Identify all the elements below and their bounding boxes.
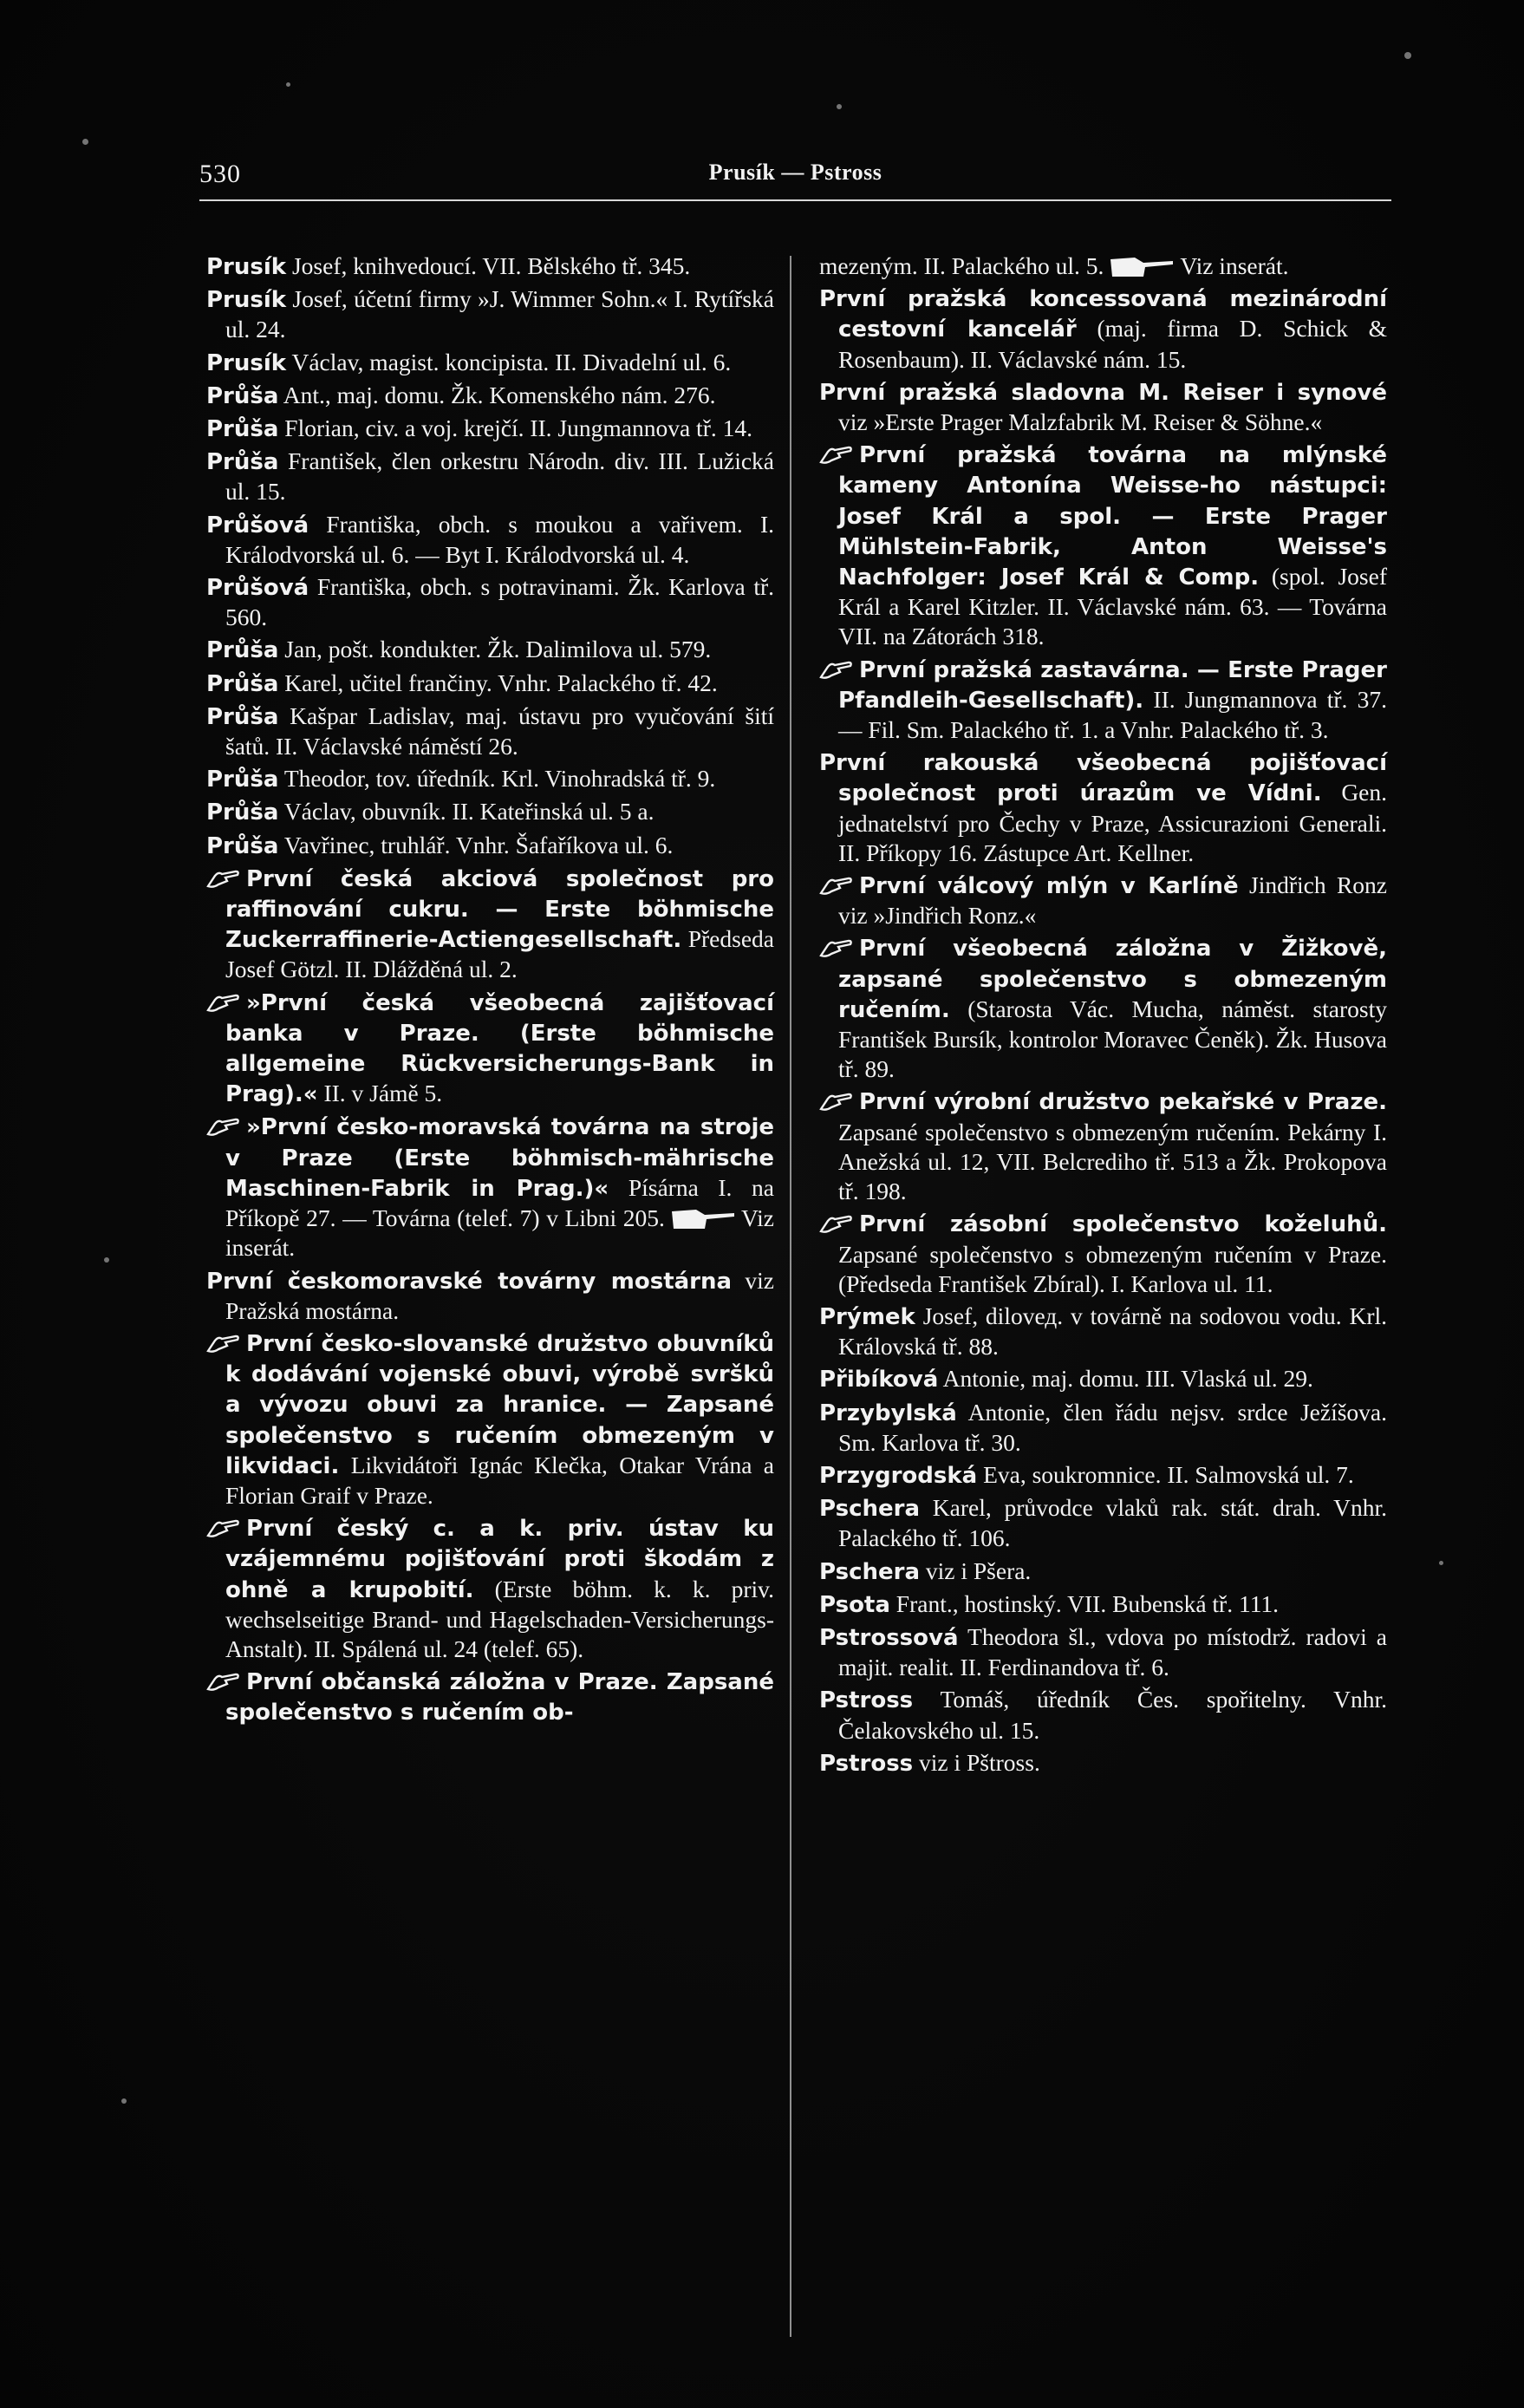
entry-name: »První česko-moravská továrna na stroje v Praze (Erste böhmisch-mährische Maschinen-Fabrik in Prag.)« — [225, 1114, 774, 1202]
entry-name: Pschera — [819, 1496, 920, 1523]
directory-entry — [206, 348, 774, 378]
entry-text: viz »Erste Prager Malzfabrik M. Reiser & Söhne.« — [838, 408, 1323, 436]
manicule-fist-icon — [1109, 256, 1175, 278]
dust-speck — [1439, 1561, 1443, 1565]
directory-entry — [819, 1209, 1387, 1299]
entry-name: První pražská koncessovaná mezinárodní cestovní kancelář — [819, 286, 1387, 343]
pointing-hand-icon — [206, 1117, 241, 1138]
entry-text: Jindřich Ronz viz »Jindřich Ronz.« — [838, 871, 1387, 930]
entry-text: Josef, knihvedoucí. VII. Bělského tř. 345. — [291, 252, 691, 279]
entry-name: Prusík — [206, 287, 287, 314]
entry-name: První česká akciová společnost pro raffinování cukru. — Erste böhmische Zuckerraffinerie-Actiengesellschaft. — [225, 865, 774, 954]
directory-entry — [206, 764, 774, 794]
entry-name: První válcový mlýn v Karlíně — [859, 873, 1239, 900]
directory-entry — [819, 377, 1387, 437]
directory-entry — [206, 251, 774, 282]
entry-text: II. Jungmannova tř. 37. — Fil. Sm. Palackého tř. 1. a Vnhr. Palackého tř. 3. — [838, 685, 1388, 744]
directory-entry — [819, 1364, 1387, 1394]
entry-name: První pražská sladovna M. Reiser i synové — [819, 379, 1387, 406]
entry-text: (Erste böhm. k. k. priv. wechselseitige Brand- und Hagelschaden-Versicherungs-Anstalt). II. Spálená ul. 24 (telef. 65). — [225, 1575, 774, 1662]
entry-text: Tomáš, úředník Čes. spořitelny. Vnhr. Čelakovského ul. 15. — [838, 1686, 1387, 1744]
pointing-hand-icon — [819, 445, 854, 466]
directory-entry — [819, 655, 1387, 746]
entry-name: »První česká všeobecná zajišťovací banka v Praze. (Erste böhmische allgemeine Rückversicherungs-Bank in Prag).« — [225, 989, 774, 1108]
directory-entry — [819, 1622, 1387, 1682]
entry-name: Pstross — [819, 1750, 914, 1777]
entry-text: Florian, civ. a voj. krejčí. II. Jungmannova tř. 14. — [284, 414, 752, 442]
right-column — [819, 251, 1387, 1781]
directory-entry — [206, 1328, 774, 1511]
page-header — [199, 156, 1391, 201]
entry-text: viz Pražská mostárna. — [225, 1266, 774, 1324]
directory-entry — [206, 988, 774, 1110]
entry-text: Gen. jednatelství pro Čechy v Praze, Assicurazioni Generali. II. Příkopy 16. Zástupce Art. Kellner. — [838, 779, 1388, 866]
directory-entry — [819, 1556, 1387, 1587]
directory-entry — [819, 440, 1387, 651]
directory-entry — [206, 572, 774, 632]
pointing-hand-icon — [819, 660, 854, 681]
entry-name: Průša — [206, 416, 279, 443]
entry-text: Antonie, člen řádu nejsv. srdce Ježíšova. Sm. Karlova tř. 30. — [838, 1398, 1387, 1456]
pointing-hand-icon — [206, 869, 241, 890]
entry-text: Josef, dilovед. v továrně na sodovou vodu. Krl. Královská tř. 88. — [838, 1302, 1387, 1361]
entry-text: Zapsané společenstvo s obmezeným ručením v Praze. (Předseda František Zbíral). I. Karlova ul. 11. — [838, 1240, 1387, 1297]
directory-entry — [819, 1493, 1387, 1553]
running-head: Prusík — Pstross — [708, 160, 882, 185]
entry-text: Theodora šl., vdova po místodrž. radovi a majit. realit. II. Ferdinandova tř. 6. — [838, 1622, 1387, 1681]
entry-name: Pstrossová — [819, 1624, 959, 1651]
directory-entry — [206, 447, 774, 506]
page-number: 530 — [199, 160, 241, 188]
entry-text: Ant., maj. domu. Žk. Komenského nám. 276. — [283, 381, 716, 408]
directory-entry — [819, 284, 1387, 375]
entry-text: Písárna I. na Příkopě 27. — Továrna (telef. 7) v Libni 205. — [225, 1173, 774, 1232]
entry-text: Václav, magist. koncipista. II. Divadelní ul. 6. — [291, 348, 732, 375]
entry-name: První pražská zastavárna. — Erste Prager Pfandleih-Gesellschaft). — [838, 656, 1387, 714]
left-column — [206, 251, 774, 1731]
entry-reference: Viz inserát. — [225, 1204, 774, 1262]
entry-text: viz i Pšera. — [925, 1556, 1032, 1584]
directory-entry — [206, 702, 774, 761]
directory-entry — [206, 635, 774, 665]
entry-name: Přibíková — [819, 1367, 939, 1393]
pointing-hand-icon — [819, 876, 854, 897]
entry-reference: Viz inserát. — [1180, 252, 1289, 279]
dust-speck — [837, 104, 842, 109]
entry-text: Eva, soukromnice. II. Salmovská ul. 7. — [983, 1460, 1354, 1488]
entry-text: Zapsané společenstvo s obmezeným ručením. Pekárny I. Anežská ul. 12, VII. Belcrediho tř. 513 a Žk. Prokopova tř. 198. — [838, 1118, 1387, 1205]
manicule-fist-icon — [670, 1208, 736, 1230]
pointing-hand-icon — [819, 1092, 854, 1113]
directory-entry — [206, 414, 774, 444]
directory-entry — [819, 1398, 1387, 1458]
dust-speck — [286, 82, 290, 87]
pointing-hand-icon — [819, 938, 854, 959]
directory-entry — [819, 747, 1387, 868]
pointing-hand-icon — [206, 1672, 241, 1693]
entry-text: Kašpar Ladislav, maj. ústavu pro vyučování šití šatů. II. Václavské náměstí 26. — [225, 702, 775, 760]
directory-entry — [206, 1112, 774, 1263]
directory-entry — [819, 1685, 1387, 1745]
entry-name: Prusík — [206, 349, 287, 376]
entry-name: Průša — [206, 832, 279, 859]
book-page — [182, 130, 1396, 2350]
entry-text: mezeným. II. Palackého ul. 5. — [819, 252, 1104, 279]
directory-entry — [206, 669, 774, 699]
entry-name: Przybylská — [819, 1400, 957, 1426]
entry-text: Theodor, tov. úředník. Krl. Vinohradská tř. 9. — [283, 765, 716, 793]
entry-name: Průša — [206, 703, 279, 730]
directory-entry — [206, 510, 774, 570]
entry-name: Průša — [206, 799, 279, 826]
entry-text: Frant., hostinský. VII. Bubenská tř. 111. — [896, 1589, 1280, 1617]
entry-name: První rakouská všeobecná pojišťovací společnost proti úrazům ve Vídni. — [819, 750, 1387, 807]
entry-name: Průša — [206, 382, 279, 409]
entry-name: Průšová — [206, 512, 309, 538]
entry-text: II. v Jámě 5. — [323, 1080, 443, 1107]
entry-text: (maj. firma D. Schick & Rosenbaum). II. Václavské nám. 15. — [838, 315, 1388, 373]
entry-text: Josef, účetní firmy »J. Wimmer Sohn.« I. Rytířská ul. 24. — [225, 285, 774, 343]
pointing-hand-icon — [206, 1518, 241, 1539]
directory-entry — [819, 1748, 1387, 1778]
dust-speck — [1404, 52, 1411, 59]
directory-entry — [206, 284, 774, 344]
entry-text: Jan, pošt. kondukter. Žk. Dalimilova ul. 579. — [284, 636, 712, 663]
entry-name: Průša — [206, 449, 279, 476]
entry-name: Prusík — [206, 254, 287, 280]
directory-entry — [206, 797, 774, 827]
pointing-hand-icon — [206, 1334, 241, 1354]
directory-entry — [206, 1513, 774, 1664]
entry-name: Průša — [206, 670, 279, 697]
entry-text: Karel, průvodce vlaků rak. stát. drah. Vnhr. Palackého tř. 106. — [838, 1494, 1387, 1552]
directory-entry — [819, 1087, 1387, 1206]
entry-text: Antonie, maj. domu. III. Vlaská ul. 29. — [942, 1365, 1313, 1393]
entry-text: viz i Pštross. — [919, 1748, 1040, 1776]
entry-text: Františka, obch. s potravinami. Žk. Karlova tř. 560. — [225, 573, 774, 631]
entry-name: První česko-slovanské družstvo obuvníků k dodávání vojenské obuvi, výrobě svršků a vývozu obuvi za hranice. — Zapsané společenstvo s ručením obmezeným v likvidaci. — [225, 1330, 774, 1479]
entry-name: První výrobní družstvo pekařské v Praze. — [859, 1089, 1387, 1116]
entry-text: (spol. Josef Král a Karel Kitzler. II. Václavské nám. 63. — Továrna VII. na Zátorách 318. — [838, 563, 1387, 650]
entry-text: Karel, učitel frančiny. Vnhr. Palackého tř. 42. — [284, 669, 718, 696]
entry-name: Průšová — [206, 575, 309, 602]
pointing-hand-icon — [819, 1214, 854, 1235]
entry-name: Pstross — [819, 1687, 914, 1714]
entry-name: Průša — [206, 637, 279, 664]
directory-entry — [206, 864, 774, 985]
entry-name: Psota — [819, 1591, 890, 1618]
directory-entry — [819, 1589, 1387, 1620]
entry-name: Prýmek — [819, 1303, 915, 1330]
entry-text: Vavřinec, truhlář. Vnhr. Šafaříkova ul. 6. — [283, 831, 674, 858]
entry-name: První český c. a k. priv. ústav ku vzájemnému pojišťování proti škodám z ohně a krupobití. — [225, 1516, 774, 1603]
entry-text: Likvidátoři Ignác Klečka, Otakar Vrána a Florian Graif v Praze. — [225, 1451, 774, 1509]
entry-text: Předseda Josef Götzl. II. Dlážděná ul. 2. — [225, 925, 774, 983]
directory-entry — [819, 251, 1387, 281]
directory-entry — [206, 1266, 774, 1326]
dust-speck — [82, 139, 88, 145]
entry-name: První všeobecná záložna v Žižkově, zapsané společenstvo s obmezeným ručením. — [838, 936, 1387, 1023]
entry-name: První občanská záložna v Praze. Zapsané společenstvo s ručením ob- — [225, 1669, 774, 1726]
entry-name: První zásobní společenstvo koželuhů. — [859, 1211, 1387, 1238]
entry-text: (Starosta Vác. Mucha, náměst. starosty František Bursík, kontrolor Moravec Čeněk). Žk. Husova tř. 89. — [838, 995, 1387, 1083]
dust-speck — [104, 1257, 109, 1263]
directory-entry — [206, 381, 774, 411]
directory-entry — [206, 831, 774, 861]
directory-entry — [819, 1460, 1387, 1491]
entry-name: Przygrodská — [819, 1462, 978, 1489]
dust-speck — [121, 2098, 127, 2104]
entry-name: Průša — [206, 767, 279, 793]
pointing-hand-icon — [206, 993, 241, 1014]
directory-entry — [206, 1667, 774, 1727]
entry-text: Václav, obuvník. II. Kateřinská ul. 5 a. — [283, 798, 655, 826]
entry-text: Františka, obch. s moukou a vařivem. I. Králodvorská ul. 6. — Byt I. Králodvorská ul. 4. — [225, 510, 775, 568]
column-divider — [790, 256, 791, 2337]
entry-name: První českomoravské továrny mostárna — [206, 1268, 733, 1295]
directory-entry — [819, 1302, 1387, 1361]
entry-name: Pschera — [819, 1558, 920, 1585]
directory-entry — [819, 871, 1387, 930]
entry-name: První pražská továrna na mlýnské kameny Antonína Weisse-ho nástupci: Josef Král a spol. — Erste Prager Mühlstein-Fabrik, Anton Weisse's Nachfolger: Josef Král & Comp. — [838, 442, 1387, 591]
entry-text: František, člen orkestru Národn. div. III. Lužická ul. 15. — [225, 447, 775, 506]
directory-entry — [819, 933, 1387, 1084]
